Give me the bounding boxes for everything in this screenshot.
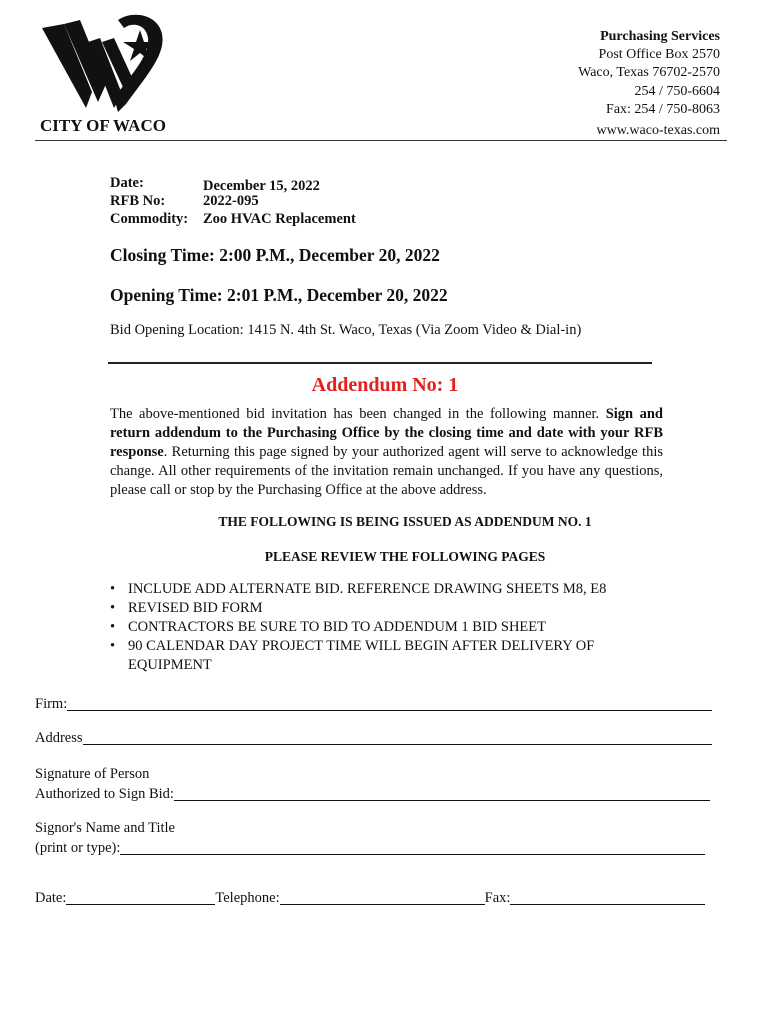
commodity-row [110, 210, 356, 228]
department-title: Purchasing Services [600, 29, 720, 44]
telephone-line[interactable] [280, 889, 485, 905]
signor-line[interactable] [120, 839, 705, 855]
paragraph-intro: The above-mentioned bid invitation has been changed in the following manner. [110, 406, 606, 422]
signature-label-line2: Authorized to Sign Bid: [35, 786, 174, 802]
fax-line[interactable] [510, 889, 705, 905]
bid-meta [110, 174, 356, 228]
list-item: • INCLUDE ADD ALTERNATE BID. REFERENCE DRAWING SHEETS M8, E8 [108, 580, 648, 599]
date-label: Date: [110, 175, 144, 191]
signor-label-line1: Signor's Name and Title [35, 820, 175, 836]
contact-block [578, 28, 720, 140]
paragraph-rest: . Returning this page signed by your authorized agent will serve to acknowledge this change. All other requirements of the invitation remain unchanged. If you have any questions, please call or stop by the Purchasing Office at the above address. [110, 444, 663, 498]
signature-line[interactable] [174, 785, 710, 801]
rfb-value: 2022-095 [203, 193, 259, 209]
commodity-value: Zoo HVAC Replacement [203, 211, 356, 227]
form-date-label: Date: [35, 890, 67, 906]
signor-name-field[interactable] [35, 818, 705, 858]
rfb-label: RFB No: [110, 193, 166, 209]
date-phone-fax-row [35, 888, 705, 908]
address-line1: Post Office Box 2570 [598, 47, 720, 63]
commodity-label: Commodity: [110, 211, 189, 227]
form-date-line[interactable] [66, 889, 215, 905]
fax-number: Fax: 254 / 750-8063 [606, 101, 720, 117]
location-label: Bid Opening Location: [110, 322, 244, 338]
list-item: • 90 CALENDAR DAY PROJECT TIME WILL BEGIN AFTER DELIVERY OF EQUIPMENT [108, 637, 648, 675]
date-row [110, 174, 356, 192]
firm-line[interactable] [67, 695, 712, 711]
bid-opening-location [110, 322, 581, 339]
address-label: Address [35, 730, 83, 746]
location-value: 1415 N. 4th St. Waco, Texas (Via Zoom Video & Dial-in) [247, 322, 582, 338]
opening-time: Opening Time: 2:01 P.M., December 20, 2022 [110, 285, 448, 305]
telephone-label: Telephone: [215, 890, 280, 906]
paragraph-bold: Sign and return addendum to the Purchasing Office by the closing time and date with your RFB response [110, 406, 663, 460]
phone-number: 254 / 750-6604 [634, 83, 720, 99]
address-field[interactable] [35, 728, 712, 748]
city-name: CITY OF WACO [40, 116, 166, 135]
address-line[interactable] [83, 729, 712, 745]
section-divider [108, 362, 652, 364]
closing-time: Closing Time: 2:00 P.M., December 20, 2022 [110, 245, 440, 265]
list-item: • CONTRACTORS BE SURE TO BID TO ADDENDUM 1 BID SHEET [108, 618, 648, 637]
signor-label-line2: (print or type): [35, 840, 121, 856]
addendum-title: Addendum No: 1 [311, 374, 459, 396]
city-of-waco-logo [40, 12, 165, 112]
fax-label: Fax: [484, 890, 511, 906]
address-line2: Waco, Texas 76702-2570 [578, 65, 720, 81]
instructions-paragraph [110, 405, 663, 500]
list-item: • REVISED BID FORM [108, 599, 648, 618]
review-heading: PLEASE REVIEW THE FOLLOWING PAGES [264, 549, 546, 564]
signature-field[interactable] [35, 764, 710, 804]
date-value: December 15, 2022 [203, 178, 320, 194]
firm-field[interactable] [35, 694, 712, 714]
addendum-items [108, 580, 648, 675]
website-link[interactable]: www.waco-texas.com [596, 123, 720, 139]
signature-label-line1: Signature of Person [35, 766, 150, 782]
issued-heading: THE FOLLOWING IS BEING ISSUED AS ADDENDUM NO. 1 [218, 514, 592, 529]
header-divider [35, 140, 727, 141]
firm-label: Firm: [35, 696, 68, 712]
